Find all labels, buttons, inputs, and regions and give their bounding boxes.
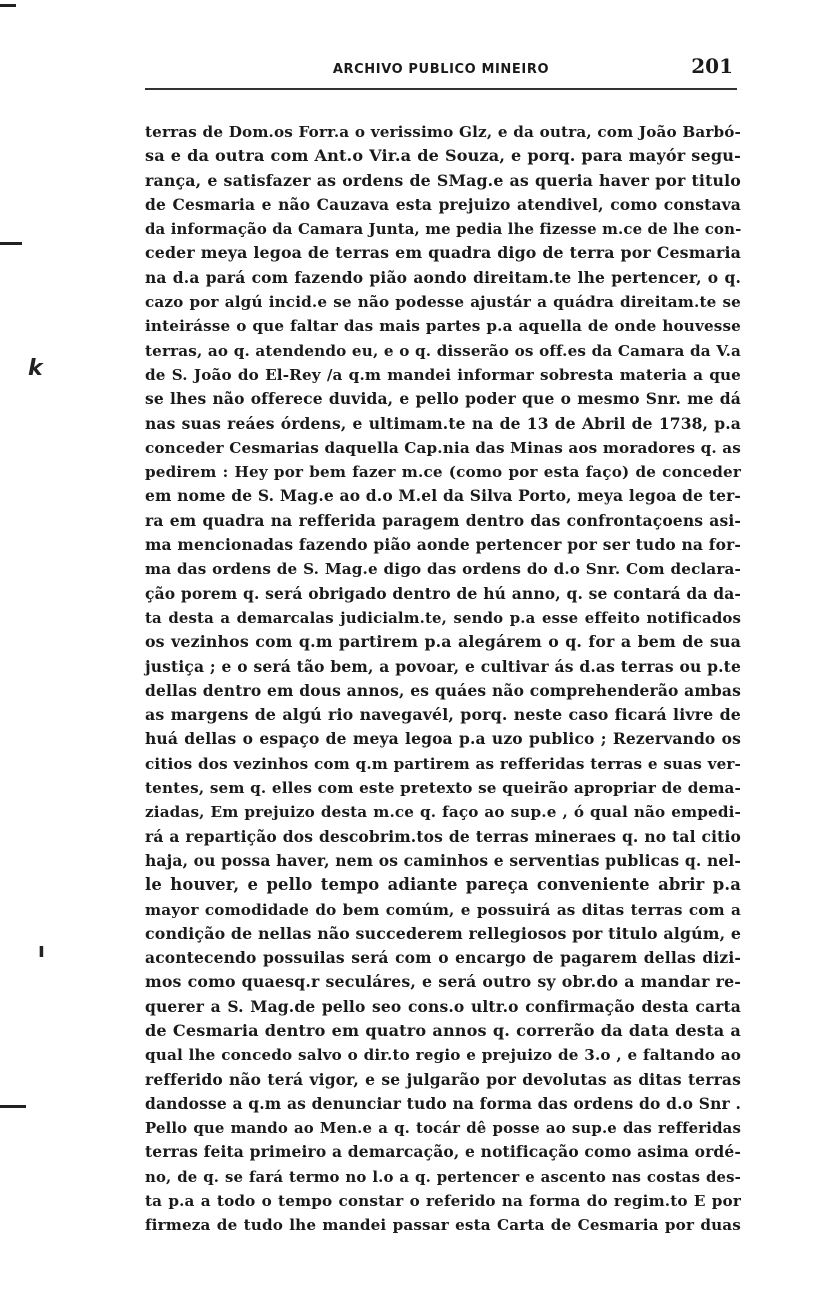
text-line: no, de q. se fará termo no l.o a q. pertencer e ascento nas costas des- xyxy=(145,1167,741,1186)
text-line: mos como quaesq.r seculáres, e será outro sy obr.do a mandar re- xyxy=(145,972,741,992)
edge-mark-upper xyxy=(0,242,22,245)
text-line: nas suas reáes órdens, e ultimam.te na de 13 de Abril de 1738, p.a xyxy=(145,413,741,433)
text-line: na d.a pará com fazendo pião aondo direitam.te lhe pertencer, o q. xyxy=(145,267,741,287)
text-line: terras feita primeiro a demarcação, e notificação como asima ordé- xyxy=(145,1142,741,1162)
running-head: ARCHIVO PUBLICO MINEIRO xyxy=(332,62,550,77)
text-line: sa e da outra com Ant.o Vir.a de Souza, e porq. para mayór segu- xyxy=(145,146,741,166)
text-line: refferido não terá vigor, e se julgarão por devolutas as ditas terras xyxy=(145,1069,741,1089)
text-line: de Cesmaria dentro em quatro annos q. correrão da data desta a xyxy=(145,1020,741,1040)
margin-annotation-lower: ı xyxy=(38,938,45,962)
text-line: de S. João do El-Rey /a q.m mandei informar sobresta materia a que xyxy=(145,365,741,384)
text-line: acontecendo possuilas será com o encargo de pagarem dellas dizi- xyxy=(145,948,741,968)
text-line: em nome de S. Mag.e ao d.o M.el da Silva Porto, meya legoa de ter- xyxy=(145,486,741,506)
text-line: rança, e satisfazer as ordens de SMag.e as queria haver por titulo xyxy=(145,170,741,190)
text-line: as margens de algú rio navegavél, porq. neste caso ficará livre de xyxy=(145,705,741,725)
edge-mark-top xyxy=(0,4,16,7)
text-line: citios dos vezinhos com q.m partirem as refferidas terras e suas ver- xyxy=(145,754,741,773)
text-line: ta desta a demarcalas judicialm.te, sendo p.a esse effeito notificados xyxy=(145,608,741,627)
text-line: inteirásse o que faltar das mais partes p.a aquella de onde houvesse xyxy=(145,317,741,336)
header-rule xyxy=(145,88,737,90)
text-line: ceder meya legoa de terras em quadra digo de terra por Cesmaria xyxy=(145,243,741,263)
text-line: ção porem q. será obrigado dentro de hú anno, q. se contará da da- xyxy=(145,583,741,603)
text-line: dandosse a q.m as denunciar tudo na forma das ordens do d.o Snr . xyxy=(145,1093,741,1113)
text-line: ta p.a a todo o tempo constar o referido na forma do regim.to E por xyxy=(145,1192,741,1211)
page-number: 201 xyxy=(691,54,733,78)
text-line: ziadas, Em prejuizo desta m.ce q. faço ao sup.e , ó qual não empedi- xyxy=(145,803,741,822)
text-line: rá a repartição dos descobrim.tos de terras mineraes q. no tal citio xyxy=(145,826,741,846)
text-line: qual lhe concedo salvo o dir.to regio e prejuizo de 3.o , e faltando ao xyxy=(145,1046,741,1065)
text-line: terras de Dom.os Forr.a o verissimo Glz, e da outra, com João Barbó- xyxy=(145,123,741,141)
text-line: Pello que mando ao Men.e a q. tocár dê posse ao sup.e das refferidas xyxy=(145,1119,741,1138)
text-line: dellas dentro em dous annos, es quáes não comprehenderão ambas xyxy=(145,680,741,700)
text-line: tentes, sem q. elles com este pretexto se queirão apropriar de dema- xyxy=(145,779,741,798)
text-line: ra em quadra na refferida paragem dentro das confrontaçoens asi- xyxy=(145,510,741,530)
text-line: da informação da Camara Junta, me pedia lhe fizesse m.ce de lhe con- xyxy=(145,220,742,239)
text-line: os vezinhos com q.m partirem p.a alegárem o q. for a bem de sua xyxy=(145,632,741,652)
text-line: cazo por algú incid.e se não podesse ajustár a quádra direitam.te se xyxy=(145,293,741,312)
text-line: pedirem : Hey por bem fazer m.ce (como por esta faço) de conceder xyxy=(145,463,741,482)
text-line: conceder Cesmarias daquella Cap.nia das Minas aos moradores q. as xyxy=(145,438,741,457)
text-line: le houver, e pello tempo adiante pareça conveniente abrir p.a xyxy=(145,875,741,895)
text-line: huá dellas o espaço de meya legoa p.a uzo publico ; Rezervando os xyxy=(145,729,741,749)
body-text xyxy=(145,120,741,1238)
margin-annotation-upper: k xyxy=(28,356,43,381)
text-line: ma das ordens de S. Mag.e digo das ordens do d.o Snr. Com declara- xyxy=(145,560,741,579)
text-line: ma mencionadas fazendo pião aonde pertencer por ser tudo na for- xyxy=(145,535,741,555)
text-line: justiça ; e o será tão bem, a povoar, e cultivar ás d.as terras ou p.te xyxy=(145,656,741,676)
text-line: haja, ou possa haver, nem os caminhos e serventias publicas q. nel- xyxy=(145,850,741,870)
text-line: terras, ao q. atendendo eu, e o q. disserão os off.es da Camara da V.a xyxy=(145,341,741,360)
edge-mark-lower xyxy=(0,1105,26,1108)
text-line: mayor comodidade do bem comúm, e possuirá as ditas terras com a xyxy=(145,900,741,919)
text-line: firmeza de tudo lhe mandei passar esta Carta de Cesmaria por duas xyxy=(145,1216,741,1235)
text-line: querer a S. Mag.de pello seo cons.o ultr.o confirmação desta carta xyxy=(145,996,741,1016)
text-line: condição de nellas não succederem rellegiosos por titulo algúm, e xyxy=(145,923,742,943)
text-line: de Cesmaria e não Cauzava esta prejuizo atendivel, como constava xyxy=(145,194,741,214)
page-header xyxy=(145,52,737,96)
text-line: se lhes não offerece duvida, e pello poder que o mesmo Snr. me dá xyxy=(145,389,741,409)
